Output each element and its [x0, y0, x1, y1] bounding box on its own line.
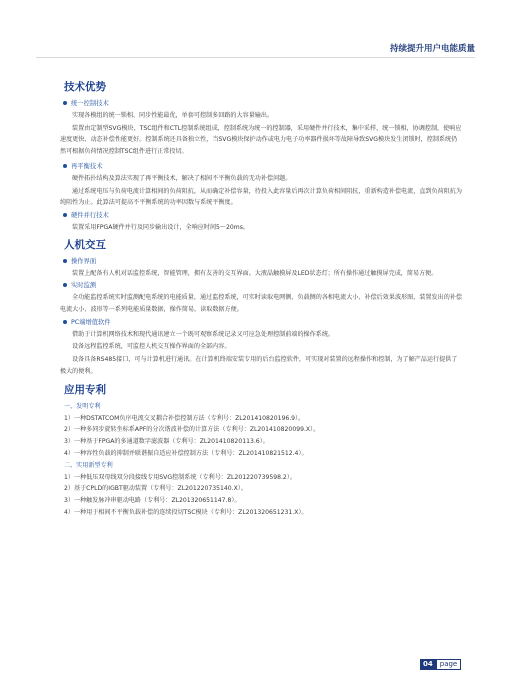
paragraph: 硬件拓扑结构及算法实现了再平衡技术，解决了相间不平衡负载的无功补偿问题。 [72, 174, 292, 182]
subheading-hardware-parallel: 硬件并行技术 [63, 210, 463, 222]
paragraph: 全功能监控系统实时监测配电系统的电能质量，通过监控系统，可实时读取电网侧、负载侧的各相电流大小、补偿后效果波形图、装置发出的补偿电流大小、波形等一系列电能质量数据，操作简易，读取数据方便。 [60, 294, 462, 313]
bullet-dot-icon [63, 320, 67, 324]
paragraph: 实现各模组的统一锁相、同步性能最优，单套可控制多回路的大容量输出。 [72, 111, 274, 119]
section-title-tech-advantages: 技术优势 [64, 81, 106, 93]
patent-item: 1）一种DSTATCOM负序电流交叉耦合补偿控制方法（专利号：ZL201410820196.9）。 [64, 414, 305, 422]
page-number-badge [420, 659, 461, 670]
header-divider [36, 57, 475, 58]
section-title-hmi: 人机交互 [64, 238, 106, 251]
subheading-unified-control: 统一控制技术 [63, 98, 463, 110]
page-number: 04 [420, 659, 436, 670]
paragraph: 通过系统电压与负荷电流计算相间的负荷阻抗，从而确定补偿容量，待投入此容量后再次计算负荷相间阻抗，重新构造补偿电流，直到负荷阻抗为纯阻性为止。此算法可提高不平衡系统的功率因数与系统平衡度。 [60, 187, 462, 207]
paragraph: 借助于计算机网络技术和现代通讯建立一个既可观察系统记录又可应急处理控制前端的操作系统。 [72, 330, 335, 338]
bullet-dot-icon [63, 164, 67, 168]
bullet-dot-icon [63, 101, 67, 105]
patent-item: 3）一种触发脉冲串驱动电路（专利号：ZL201320651147.8）。 [64, 497, 241, 505]
page-word: page [436, 659, 461, 670]
patent-item: 3）一种基于FPGA的多通道数字滤波器（专利号：ZL201410820113.6）。 [64, 438, 269, 446]
paragraph: 装置由定制型SVG模块、TSC组件和CTL控制系统组成，控制系统为统一的控制器，采用硬件并行技术，集中采样，统一锁相，协调控制，使响应速度更快、动态补偿性能更好。控制系统还具备独立性，当SVG模块保护动作或电力电子功率器件损坏等故障导致SVG模块发生闭锁时，控制系统仍然可根据负荷情况控制TSC组件进行正常投切。 [60, 124, 462, 156]
paragraph: 装置采用FPGA硬件并行及同步输出设计，全响应时间5～20ms。 [72, 223, 249, 231]
bullet-dot-icon [63, 283, 67, 287]
paragraph: 设备具备RS485接口，可与计算机进行通讯。在计算机终端安装专用的后台监控软件，可实现对装置的远程操作和控制，为了解产品运行提供了极大的便利。 [60, 356, 458, 375]
patent-item: 4）一种用于相间不平衡负载补偿的连续投切TSC模块（专利号：ZL201320651231.X）。 [64, 508, 308, 516]
patent-category-invention: 一、发明专利 [64, 402, 101, 410]
subheading-operation-interface: 操作界面 [63, 256, 463, 268]
patent-item: 2）一种多同步旋转坐标系APF的分次谐波补偿的计算方法（专利号：ZL201410820099.X）。 [64, 426, 320, 434]
paragraph: 设备远程监控系统，可监控人机交互操作界面的全部内容。 [72, 343, 231, 351]
section-title-patents: 应用专利 [64, 383, 106, 396]
page-content [60, 80, 463, 519]
patent-item: 2）基于CPLD的IGBT驱动装置（专利号：ZL201220735140.X）。 [64, 485, 247, 493]
subheading-realtime-monitoring: 实时监测 [63, 280, 463, 292]
patent-item: 1）一种低压双母线双分段接线专用SVG控制系统（专利号：ZL201220739598.2）。 [64, 473, 296, 481]
bullet-dot-icon [63, 213, 67, 217]
page-header-title: 持续提升用户电能质量 [389, 44, 475, 54]
patent-category-utility: 二、实用新型专利 [64, 461, 113, 469]
subheading-rebalance: 再平衡技术 [63, 161, 463, 173]
patent-item: 4）一种容性负载的抑制并联谐振自适应补偿控制方法（专利号：ZL201410821512.4）。 [64, 449, 308, 457]
bullet-dot-icon [63, 259, 67, 263]
subheading-pc-software: PC端增值软件 [63, 317, 463, 329]
paragraph: 装置上配备有人机对话监控系统，智能管理，拥有友善的交互界面。大液晶触摸屏及LED状态灯；所有操作通过触摸屏完成，简易方便。 [72, 269, 438, 277]
